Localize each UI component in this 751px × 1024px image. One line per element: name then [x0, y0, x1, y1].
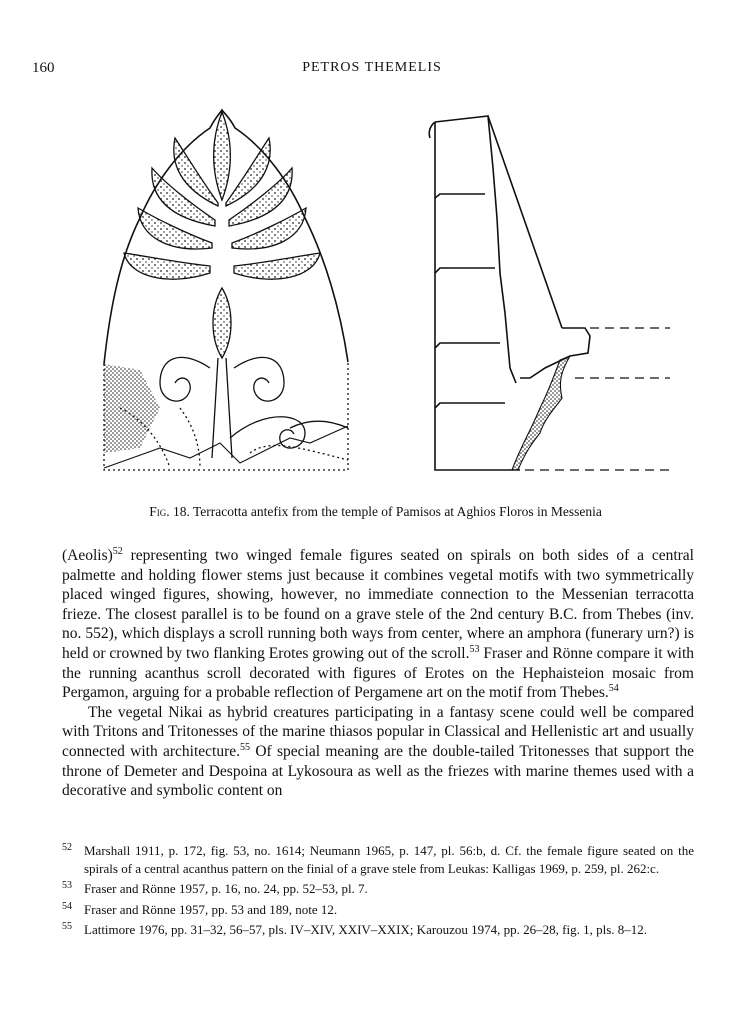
figure-caption: [0, 504, 751, 520]
footnote-ref-53[interactable]: 53: [469, 643, 480, 655]
figure-caption-text: Terracotta antefix from the temple of Pamisos at Aghios Floros in Messenia: [192, 504, 602, 519]
footnote-number: 54: [62, 900, 72, 912]
footnote-number: 53: [62, 880, 72, 891]
figure-18: [100, 108, 670, 480]
footnotes: [62, 842, 694, 942]
text-run: (Aeolis): [62, 547, 113, 564]
footnote-52: [62, 842, 694, 877]
footnote-number: 52: [62, 842, 72, 853]
footnote-text: Fraser and Rönne 1957, pp. 53 and 189, note 12.: [84, 901, 338, 917]
text-run: Of special meaning are the double-tailed Tritonesses that support the throne of Demeter and Despoina at Lykosoura as well as the friezes with marine themes used with a decorative and symbolic content on: [62, 742, 694, 800]
text-run: The vegetal Nikai as hybrid creatures participating in a fantasy scene could well be compared with Tritons and Tritonesses of the marine thiasos popular in Classical and Hellenistic art and usually connected with architecture.: [62, 703, 694, 760]
footnote-text: Lattimore 1976, pp. 31–32, 56–57, pls. IV–XIV, XXIV–XXIX; Karouzou 1974, pp. 26–28, fig. 1, pls. 8–12.: [84, 922, 648, 937]
text-run: from Thebes (inv. no. 552), which displays a scroll running both ways from center, where an amphora (funerary urn?) is held or crowned by two flanking Erotes growing out of the scroll.: [62, 605, 694, 662]
figure-label: Fig. 18.: [149, 504, 190, 519]
antefix-front-view: [104, 110, 348, 470]
figure-illustration: [100, 108, 670, 480]
paragraph-1: [62, 546, 694, 703]
footnote-number: 55: [62, 921, 72, 932]
page-header: [32, 60, 712, 80]
text-run: representing two winged female figures seated on spirals on both sides of a central palmette and holding flower stems just because it combines vegetal motifs with two symmetrically placed winged figures, showing, however, no immediate connection to the Messenian terracotta frieze. The closest parallel is to be found on a grave stele of the 2nd century: [62, 547, 694, 623]
body-text: [62, 546, 694, 801]
footnote-ref-55[interactable]: 55: [240, 741, 251, 753]
paragraph-2: [62, 703, 694, 801]
footnote-ref-54[interactable]: 54: [608, 683, 619, 695]
text-run-small-caps: B.C.: [548, 605, 578, 623]
footnote-53: [62, 880, 694, 898]
running-head: PETROS THEMELIS: [302, 60, 442, 75]
page-number: 160: [32, 60, 55, 76]
footnote-54: [62, 901, 694, 919]
footnote-55: [62, 921, 694, 939]
text-run: Fraser and Rönne compare it with the running acanthus scroll decorated with figures of Erotes on the Hephaisteion mosaic from Pergamon, arguing for a probable reflection of Pergamene art on the motif from Thebes.: [62, 644, 695, 702]
footnote-ref-52[interactable]: 52: [112, 546, 123, 557]
footnote-text: Fraser and Rönne 1957, p. 16, no. 24, pp. 52–53, pl. 7.: [84, 881, 368, 896]
antefix-profile-view: [429, 116, 670, 470]
footnote-text: Marshall 1911, p. 172, fig. 53, no. 1614; Neumann 1965, p. 147, pl. 56:b, d. Cf. the female figure seated on the spirals of a central acanthus pattern on the finial of a grave stele from Leukas: Kalligas 1969, p. 259, pl. 262:c.: [84, 843, 694, 876]
